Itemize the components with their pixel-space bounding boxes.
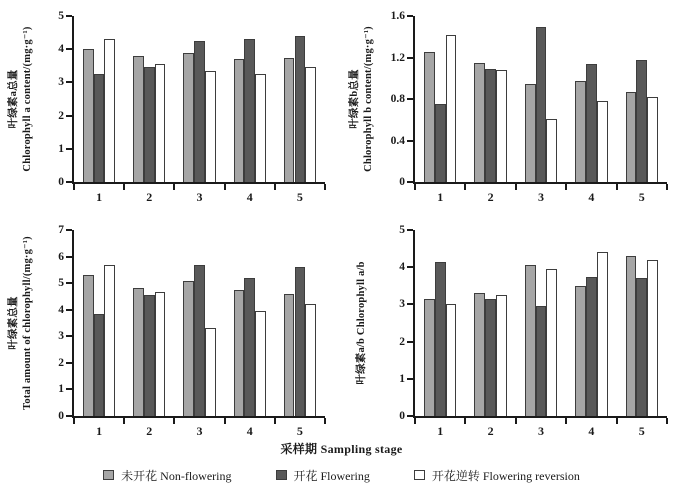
- plot-area: [58, 224, 325, 438]
- bar-gray-stage-5: [284, 294, 295, 416]
- legend-label: 开花逆转 Flowering reversion: [431, 468, 580, 483]
- bar-gray-stage-4: [575, 81, 586, 182]
- legend-item: [276, 467, 370, 484]
- bar-white-stage-2: [155, 64, 166, 182]
- bar-dark-stage-3: [194, 41, 205, 182]
- x-tick: [515, 418, 517, 424]
- legend-label: 开花 Flowering: [293, 468, 370, 483]
- x-axis-label: 采样期 Sampling stage: [280, 442, 403, 456]
- y-tick: [66, 15, 72, 17]
- x-tick-label: 3: [538, 190, 544, 204]
- x-tick: [123, 418, 125, 424]
- chart-panel-total-chlorophyll: [0, 216, 341, 440]
- bar-gray-stage-5: [626, 256, 637, 416]
- y-tick: [407, 378, 413, 380]
- y-tick-label: 4: [58, 43, 64, 56]
- y-tick: [66, 81, 72, 83]
- y-tick: [66, 415, 72, 417]
- y-tick: [407, 181, 413, 183]
- bar-gray-stage-4: [234, 59, 245, 182]
- bar-gray-stage-3: [525, 265, 536, 416]
- legend: [0, 460, 683, 490]
- y-axis-label-text: [7, 26, 35, 171]
- bar-gray-stage-1: [424, 52, 435, 182]
- bar-white-stage-1: [446, 304, 457, 416]
- y-tick-label: 2: [399, 335, 405, 348]
- bar-white-stage-3: [546, 119, 557, 182]
- bar-dark-stage-2: [485, 69, 496, 182]
- bar-white-stage-5: [647, 260, 658, 416]
- x-tick: [666, 184, 668, 190]
- bar-gray-stage-2: [474, 293, 485, 416]
- bar-white-stage-3: [546, 269, 557, 416]
- y-tick: [407, 229, 413, 231]
- y-tick-label: 2: [58, 109, 64, 122]
- bar-gray-stage-1: [83, 49, 94, 182]
- bar-gray-stage-2: [133, 56, 144, 182]
- y-tick: [66, 48, 72, 50]
- bar-white-stage-4: [255, 74, 266, 182]
- legend-swatch-white-icon: [414, 470, 425, 480]
- x-tick: [565, 184, 567, 190]
- plot-area: [390, 10, 667, 204]
- bar-gray-stage-5: [626, 92, 637, 182]
- x-tick-label: 5: [638, 190, 645, 204]
- y-tick: [407, 266, 413, 268]
- bar-dark-stage-5: [295, 36, 306, 182]
- y-axis-label: [341, 230, 383, 416]
- x-tick: [274, 184, 276, 190]
- y-axis-label-line: Chlorophyll b content/(mg·g⁻¹): [363, 26, 374, 172]
- y-tick-label: 0: [58, 176, 64, 188]
- y-tick-label: 7: [58, 224, 64, 236]
- bar-dark-stage-4: [244, 278, 255, 416]
- bar-white-stage-3: [205, 71, 216, 182]
- y-tick: [66, 256, 72, 258]
- bar-gray-stage-1: [424, 299, 435, 416]
- bar-white-stage-5: [647, 97, 658, 182]
- legend-item: [414, 467, 580, 484]
- y-tick-label: 6: [58, 250, 64, 263]
- y-axis-label: [0, 16, 42, 182]
- x-tick-label: 3: [196, 190, 203, 204]
- x-tick: [565, 418, 567, 424]
- x-tick: [324, 184, 326, 190]
- y-axis-label-line: Total amount of chlorophyll/(mg·g⁻¹): [22, 236, 33, 410]
- x-tick-label: 2: [487, 424, 494, 438]
- bar-dark-stage-4: [586, 277, 597, 417]
- chart-panel-chlorophyll-a: [0, 0, 341, 216]
- x-tick: [616, 418, 618, 424]
- y-tick-label: 5: [58, 10, 64, 22]
- y-tick-label: 5: [399, 224, 405, 236]
- bar-dark-stage-4: [586, 64, 597, 182]
- x-tick-label: 2: [146, 190, 153, 204]
- y-tick-label: 4: [58, 303, 64, 316]
- y-tick: [66, 309, 72, 311]
- y-tick-label: 3: [58, 330, 64, 343]
- y-tick-label: 0.4: [390, 134, 405, 147]
- x-tick-label: 3: [538, 424, 544, 438]
- bar-gray-stage-3: [183, 53, 194, 182]
- x-tick: [224, 184, 226, 190]
- bar-dark-stage-5: [295, 267, 306, 416]
- y-tick-label: 1: [399, 372, 405, 385]
- bar-dark-stage-3: [194, 265, 205, 416]
- legend-swatch-gray-icon: [103, 470, 114, 480]
- y-tick-label: 3: [399, 298, 405, 311]
- y-tick: [66, 362, 72, 364]
- y-tick-label: 0: [399, 176, 405, 188]
- y-tick: [66, 335, 72, 337]
- y-tick-label: 1.6: [390, 10, 405, 22]
- y-axis-label-line: Chlorophyll a content/(mg·g⁻¹): [22, 26, 33, 172]
- x-tick: [274, 418, 276, 424]
- chart-panel-chlorophyll-ab: [341, 216, 683, 440]
- bar-white-stage-4: [597, 101, 608, 182]
- bar-white-stage-1: [446, 35, 457, 182]
- y-tick: [66, 229, 72, 231]
- y-axis-label: [0, 230, 42, 416]
- y-tick-label: 0.8: [390, 93, 405, 105]
- x-tick-label: 2: [487, 190, 494, 204]
- bar-dark-stage-2: [144, 67, 155, 182]
- x-tick-label: 1: [437, 190, 444, 204]
- y-tick-label: 1.2: [390, 51, 405, 64]
- x-tick-label: 2: [146, 424, 153, 438]
- legend-swatch-dark-icon: [276, 470, 287, 480]
- x-tick: [173, 184, 175, 190]
- x-tick-label: 1: [96, 190, 103, 204]
- y-tick-label: 3: [58, 76, 64, 89]
- x-tick-label: 5: [296, 190, 303, 204]
- x-tick: [173, 418, 175, 424]
- y-tick: [407, 341, 413, 343]
- y-tick-label: 0: [58, 410, 64, 422]
- bar-white-stage-5: [305, 304, 316, 416]
- x-tick: [515, 184, 517, 190]
- bar-gray-stage-1: [83, 275, 94, 416]
- bar-white-stage-4: [255, 311, 266, 416]
- x-tick-label: 5: [638, 424, 645, 438]
- y-tick: [407, 98, 413, 100]
- x-tick-label: 5: [296, 424, 303, 438]
- y-tick-label: 4: [399, 261, 405, 274]
- y-tick: [407, 415, 413, 417]
- y-tick: [407, 57, 413, 59]
- x-tick: [414, 184, 416, 190]
- x-tick: [324, 418, 326, 424]
- y-tick: [66, 115, 72, 117]
- y-axis-label-text: [355, 261, 369, 384]
- legend-label: 未开花 Non-flowering: [121, 468, 232, 483]
- x-tick: [73, 418, 75, 424]
- plot-area: [399, 224, 667, 438]
- bar-dark-stage-2: [485, 299, 496, 416]
- x-tick: [73, 184, 75, 190]
- y-axis-label-line: 叶绿素a/b Chlorophyll a/b: [355, 261, 367, 385]
- x-tick: [666, 418, 668, 424]
- bar-dark-stage-1: [94, 74, 105, 182]
- x-tick-label: 4: [588, 190, 595, 204]
- bar-dark-stage-3: [536, 306, 547, 416]
- bar-gray-stage-5: [284, 58, 295, 183]
- y-tick-label: 1: [58, 383, 64, 396]
- bar-gray-stage-4: [234, 290, 245, 416]
- x-tick-label: 3: [196, 424, 203, 438]
- y-axis-label-line: 叶绿素a总量: [7, 69, 19, 129]
- y-tick-label: 2: [58, 356, 64, 369]
- y-tick: [66, 181, 72, 183]
- plot-area: [58, 10, 325, 204]
- x-tick: [414, 418, 416, 424]
- y-tick: [407, 303, 413, 305]
- bar-dark-stage-2: [144, 295, 155, 416]
- x-tick-label: 1: [437, 424, 444, 438]
- x-tick: [464, 418, 466, 424]
- y-axis-label-line: 叶绿素总量: [7, 296, 19, 350]
- y-axis-label-text: [348, 26, 376, 172]
- bar-white-stage-3: [205, 328, 216, 416]
- bar-white-stage-1: [104, 39, 115, 182]
- x-tick-label: 1: [96, 424, 103, 438]
- bar-white-stage-2: [496, 70, 507, 182]
- bar-gray-stage-3: [183, 281, 194, 417]
- x-tick-label: 4: [246, 190, 253, 204]
- bar-gray-stage-4: [575, 286, 586, 416]
- x-tick: [464, 184, 466, 190]
- bar-dark-stage-1: [94, 314, 105, 416]
- x-tick: [616, 184, 618, 190]
- bar-white-stage-5: [305, 67, 316, 182]
- bar-white-stage-4: [597, 252, 608, 416]
- y-tick: [407, 140, 413, 142]
- y-tick-label: 1: [58, 142, 64, 155]
- y-tick-label: 5: [58, 277, 64, 290]
- bar-white-stage-2: [496, 295, 507, 416]
- bar-gray-stage-2: [133, 288, 144, 416]
- bar-white-stage-2: [155, 292, 166, 416]
- y-tick: [66, 388, 72, 390]
- bar-dark-stage-5: [636, 278, 647, 416]
- legend-item: [103, 467, 231, 484]
- x-tick-label: 4: [246, 424, 253, 438]
- y-tick: [407, 15, 413, 17]
- y-axis-label-line: 叶绿素b总量: [348, 69, 360, 129]
- bar-gray-stage-2: [474, 63, 485, 182]
- bar-dark-stage-1: [435, 262, 446, 416]
- bar-dark-stage-3: [536, 27, 547, 182]
- y-tick: [66, 148, 72, 150]
- bar-dark-stage-5: [636, 60, 647, 182]
- chart-panel-chlorophyll-b: [341, 0, 683, 216]
- bar-gray-stage-3: [525, 84, 536, 182]
- y-tick: [66, 282, 72, 284]
- bar-dark-stage-4: [244, 39, 255, 182]
- bar-white-stage-1: [104, 265, 115, 416]
- y-axis-label-text: [7, 236, 35, 410]
- y-tick-label: 0: [399, 410, 405, 422]
- bar-dark-stage-1: [435, 104, 446, 182]
- x-tick-label: 4: [588, 424, 595, 438]
- x-tick: [224, 418, 226, 424]
- x-tick: [123, 184, 125, 190]
- y-axis-label: [341, 16, 383, 182]
